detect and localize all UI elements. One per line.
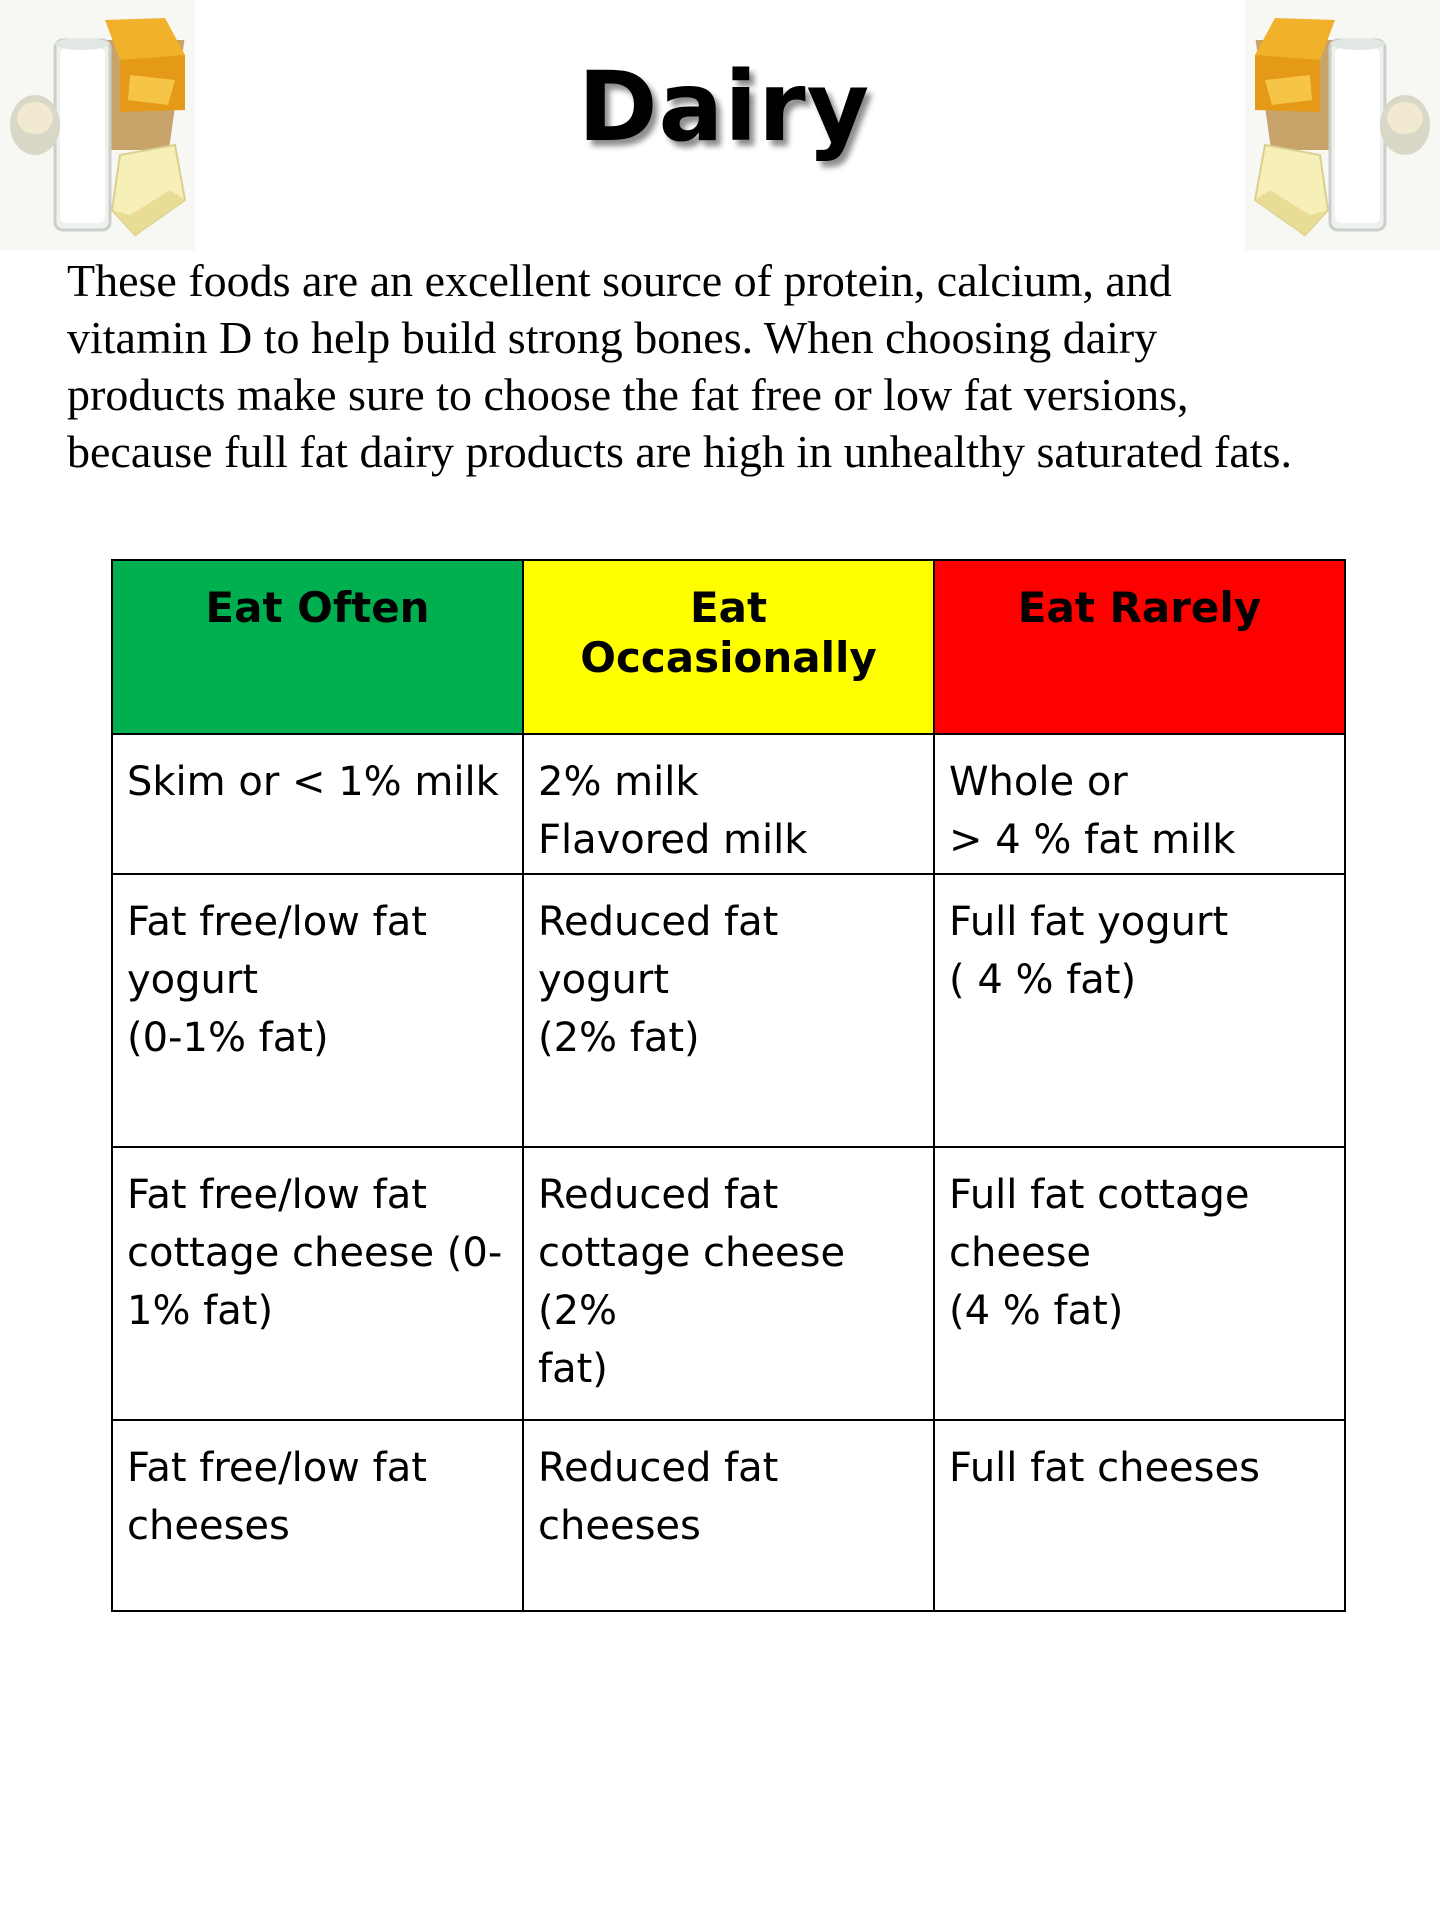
table-cell: 2% milk Flavored milk bbox=[523, 734, 934, 874]
page-title: Dairy bbox=[577, 51, 871, 163]
table-row bbox=[112, 874, 1345, 1147]
table-cell: Fat free/low fat yogurt (0-1% fat) bbox=[112, 874, 523, 1147]
table-cell: Whole or > 4 % fat milk bbox=[934, 734, 1345, 874]
table-row bbox=[112, 1420, 1345, 1611]
dairy-guide-table bbox=[111, 559, 1346, 1612]
table-cell: Fat free/low fat cottage cheese (0- 1% fat) bbox=[112, 1147, 523, 1420]
table-cell: Skim or < 1% milk bbox=[112, 734, 523, 874]
table-cell: Full fat cottage cheese (4 % fat) bbox=[934, 1147, 1345, 1420]
table-header-row bbox=[112, 560, 1345, 734]
table-cell: Reduced fat cottage cheese (2% fat) bbox=[523, 1147, 934, 1420]
intro-paragraph: These foods are an excellent source of protein, calcium, and vitamin D to help build strong bones. When choosing dairy products make sure to choose the fat free or low fat versions, because full fat dairy products are high in unhealthy saturated fats. bbox=[67, 255, 1292, 477]
header-eat-often: Eat Often bbox=[112, 560, 523, 734]
table-cell: Fat free/low fat cheeses bbox=[112, 1420, 523, 1611]
header-eat-occasionally: Eat Occasionally bbox=[523, 560, 934, 734]
table-row bbox=[112, 734, 1345, 874]
header-eat-rarely: Eat Rarely bbox=[934, 560, 1345, 734]
table-cell: Full fat yogurt ( 4 % fat) bbox=[934, 874, 1345, 1147]
table-cell: Reduced fat cheeses bbox=[523, 1420, 934, 1611]
table-cell: Reduced fat yogurt (2% fat) bbox=[523, 874, 934, 1147]
table-row bbox=[112, 1147, 1345, 1420]
table-cell: Full fat cheeses bbox=[934, 1420, 1345, 1611]
